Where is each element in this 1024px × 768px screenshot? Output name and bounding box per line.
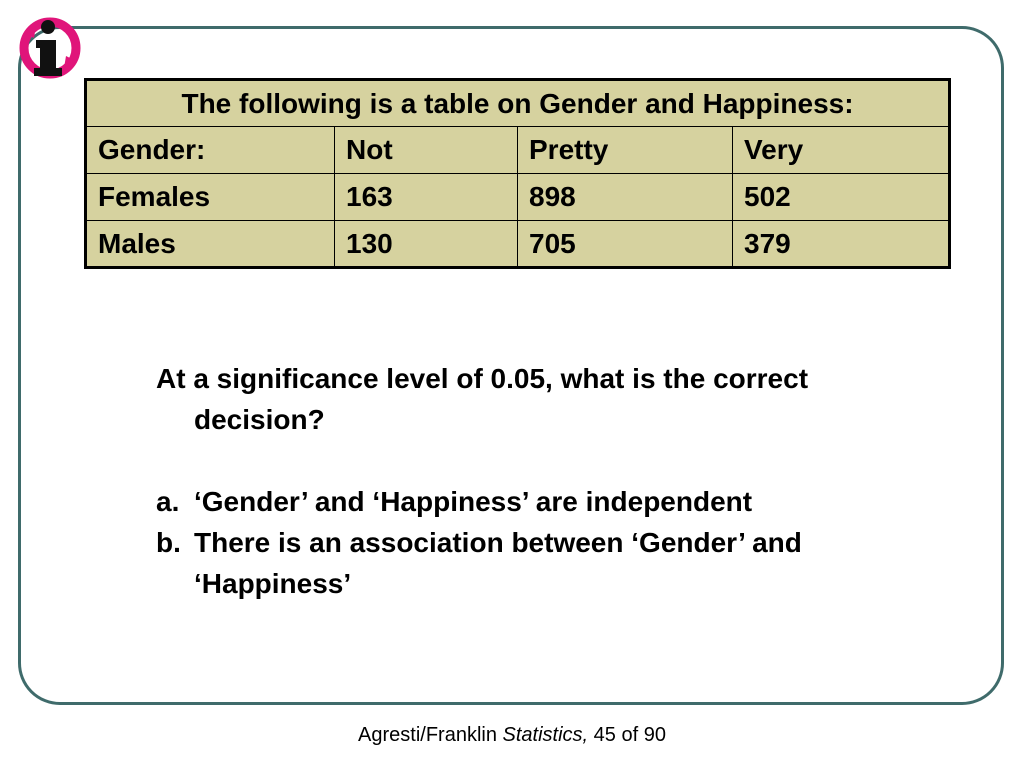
- table-row: [86, 221, 950, 268]
- table-header-row: [86, 127, 950, 174]
- table-header-cell: Very: [733, 127, 950, 174]
- option-text: ‘Gender’ and ‘Happiness’ are independent: [194, 486, 753, 517]
- table-header-cell: Pretty: [518, 127, 733, 174]
- table-cell: 130: [335, 221, 518, 268]
- slide-footer: [0, 724, 1024, 747]
- table-caption: The following is a table on Gender and Happiness:: [86, 80, 950, 127]
- question-block: [156, 358, 876, 604]
- option-letter: a.: [156, 486, 180, 517]
- table-cell: 705: [518, 221, 733, 268]
- table-cell: 502: [733, 174, 950, 221]
- question-prompt: At a significance level of 0.05, what is the correct decision?: [156, 363, 809, 435]
- footer-page-number: 45 of 90: [588, 724, 666, 746]
- info-logo-icon: [12, 14, 84, 80]
- option-letter: b.: [156, 527, 181, 558]
- table-header-cell: Not: [335, 127, 518, 174]
- footer-authors: Agresti/Franklin: [358, 724, 503, 746]
- spacer: [156, 440, 876, 481]
- table-cell: 379: [733, 221, 950, 268]
- table-cell: Males: [86, 221, 335, 268]
- gender-happiness-table: [84, 78, 951, 269]
- answer-option-a: [156, 481, 876, 522]
- option-text: There is an association between ‘Gender’ and ‘Happiness’: [194, 527, 802, 599]
- table-header-cell: Gender:: [86, 127, 335, 174]
- footer-book-title: Statistics,: [502, 724, 589, 746]
- table-cell: 898: [518, 174, 733, 221]
- table-cell: 163: [335, 174, 518, 221]
- answer-option-b: [156, 522, 876, 604]
- table-caption-row: [86, 80, 950, 127]
- table-cell: Females: [86, 174, 335, 221]
- table-row: [86, 174, 950, 221]
